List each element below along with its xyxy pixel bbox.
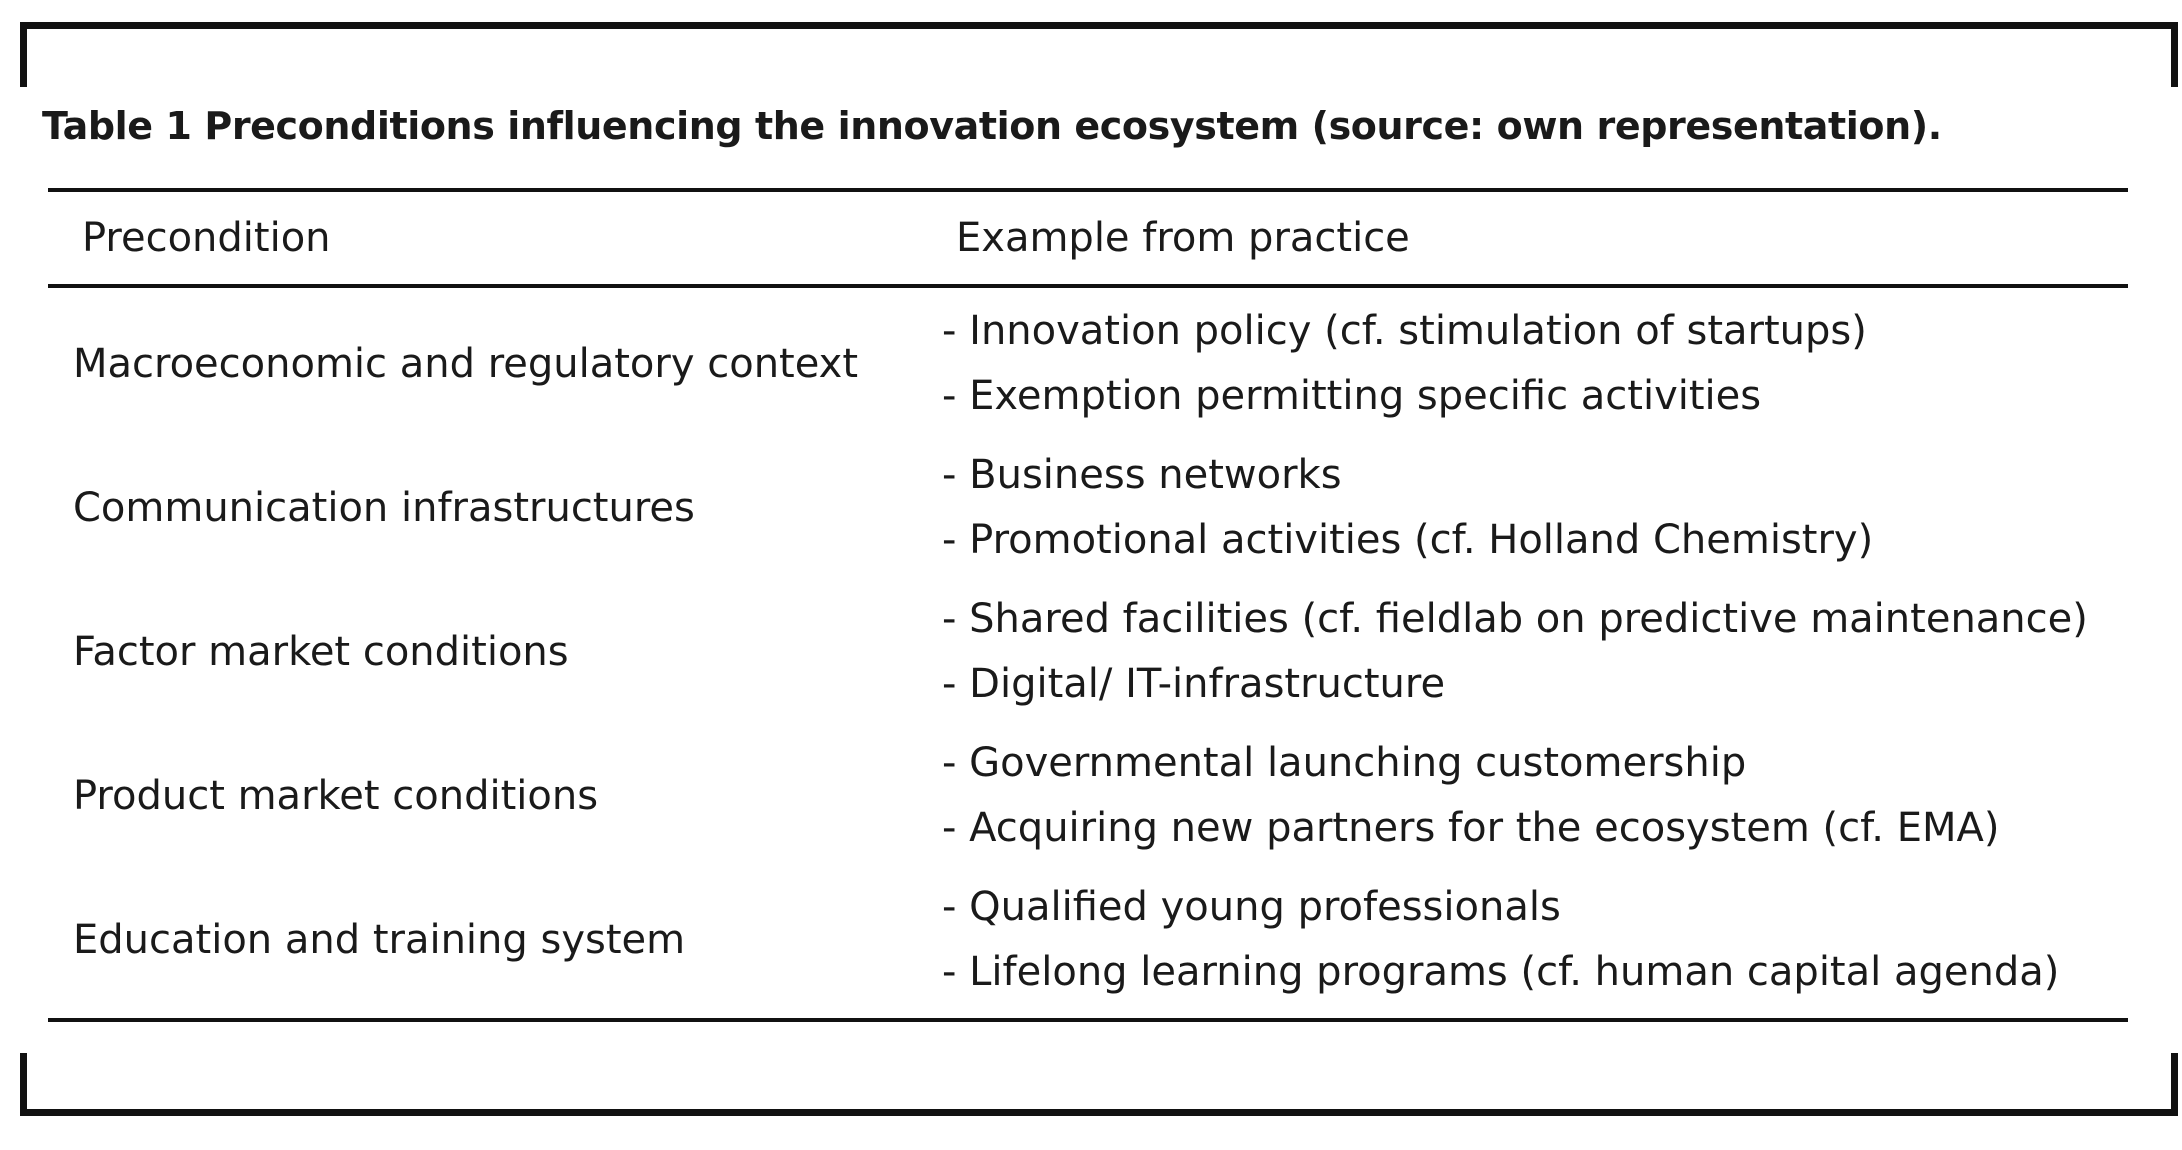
table-row [48, 580, 2128, 724]
example-item: - Lifelong learning programs (cf. human capital agenda) [942, 949, 2060, 995]
example-cell [942, 299, 2128, 429]
precondition-cell: Education and training system [73, 917, 686, 963]
precondition-cell: Factor market conditions [73, 629, 569, 675]
example-cell [942, 587, 2128, 717]
frame-top-bracket [20, 22, 2178, 87]
table-row [48, 724, 2128, 868]
example-item: - Exemption permitting specific activities [942, 373, 1762, 419]
table-row [48, 292, 2128, 436]
table-caption: Table 1 Preconditions influencing the innovation ecosystem (source: own representation). [42, 104, 1942, 148]
column-header-precondition-label: Precondition [82, 215, 331, 261]
column-header-precondition [48, 215, 942, 261]
table-header-row [48, 192, 2128, 284]
column-header-example [942, 215, 2128, 261]
example-cell [942, 731, 2128, 861]
column-header-example-label: Example from practice [956, 215, 1410, 261]
example-item: - Business networks [942, 452, 1342, 498]
frame-bottom-bracket [20, 1053, 2178, 1116]
example-item: - Shared facilities (cf. fieldlab on predictive maintenance) [942, 596, 2088, 642]
precondition-cell: Communication infrastructures [73, 485, 695, 531]
precondition-cell: Macroeconomic and regulatory context [73, 341, 858, 387]
example-item: - Acquiring new partners for the ecosystem (cf. EMA) [942, 805, 2000, 851]
example-cell [942, 875, 2128, 1005]
example-item: - Digital/ IT-infrastructure [942, 661, 1446, 707]
example-cell [942, 443, 2128, 573]
precondition-cell: Product market conditions [73, 773, 599, 819]
table-body [48, 288, 2128, 1018]
example-item: - Qualified young professionals [942, 884, 1561, 930]
example-item: - Governmental launching customership [942, 740, 1747, 786]
preconditions-table [48, 188, 2128, 1022]
example-item: - Innovation policy (cf. stimulation of startups) [942, 308, 1867, 354]
table-row [48, 436, 2128, 580]
example-item: - Promotional activities (cf. Holland Chemistry) [942, 517, 1874, 563]
table-bottom-rule [48, 1018, 2128, 1022]
table-row [48, 868, 2128, 1012]
